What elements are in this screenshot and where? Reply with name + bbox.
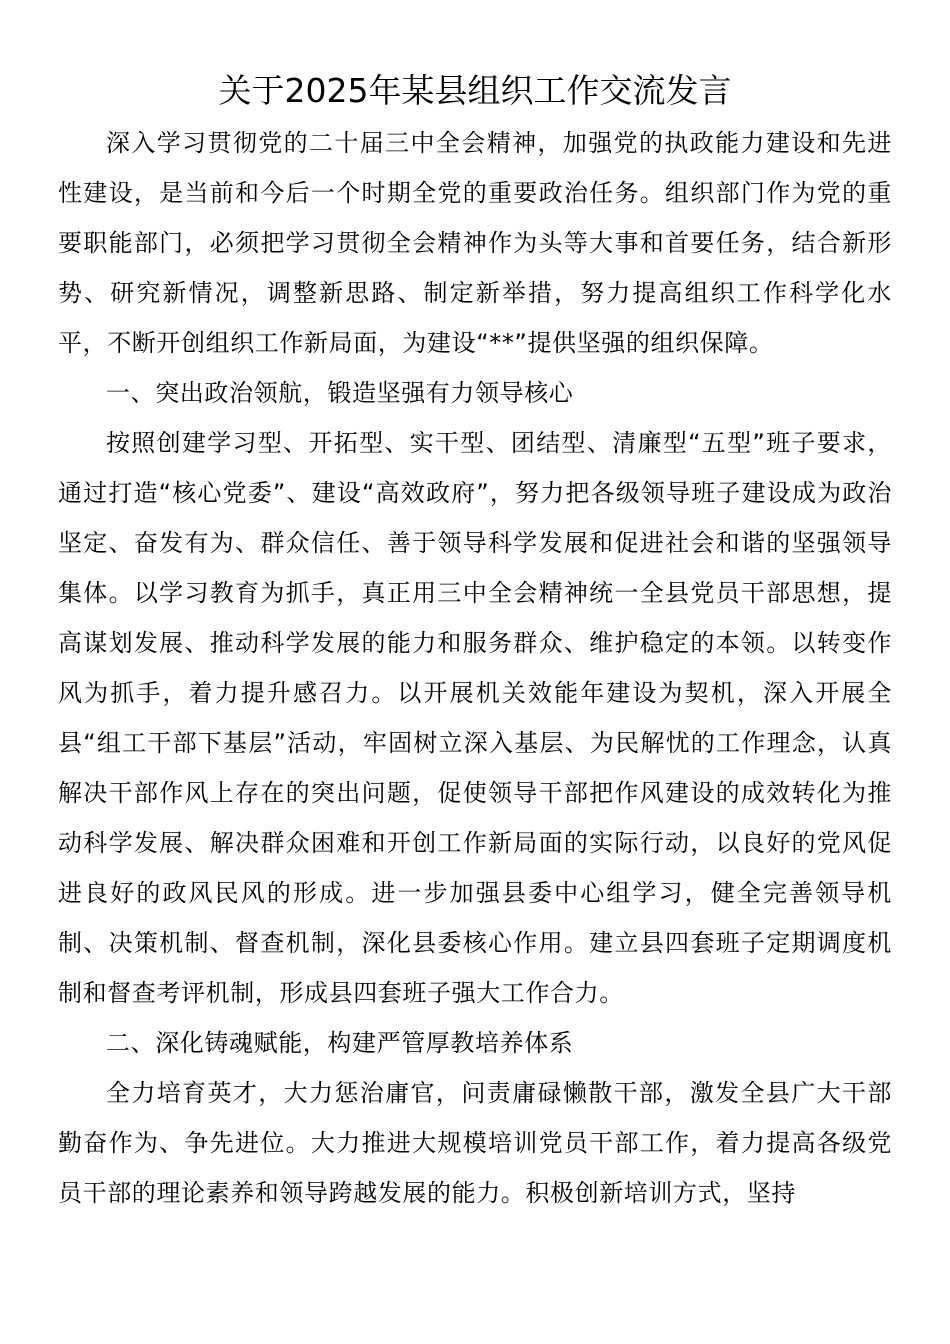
section-2-heading: 二、深化铸魂赋能，构建严管厚教培养体系	[106, 1029, 574, 1057]
section-1-heading: 一、突出政治领航，锻造坚强有力领导核心	[106, 379, 574, 407]
document-title: 关于2025年某县组织工作交流发言	[218, 71, 732, 110]
section-1-body: 按照创建学习型、开拓型、实干型、团结型、清廉型“五型”班子要求，通过打造“核心党委”、建设“高效政府”，努力把各级领导班子建设成为政治坚定、奋发有为、群众信任、善于领导科学发展和促进社会和谐的坚强领导集体。以学习教育为抓手，真正用三中全会精神统一全县党员干部思想，提高谋划发展、推动科学发展的能力和服务群众、维护稳定的本领。以转变作风为抓手，着力提升感召力。以开展机关效能年建设为契机，深入开展全县“组工干部下基层”活动，牢固树立深入基层、为民解忧的工作理念，认真解决干部作风上存在的突出问题，促使领导干部把作风建设的成效转化为推动科学发展、解决群众困难和开创工作新局面的实际行动，以良好的党风促进良好的政风民风的形成。进一步加强县委中心组学习，健全完善领导机制、决策机制、督查机制，深化县委核心作用。建立县四套班子定期调度机制和督查考评机制，形成县四套班子强大工作合力。	[58, 429, 892, 1007]
intro-paragraph: 深入学习贯彻党的二十届三中全会精神，加强党的执政能力建设和先进性建设，是当前和今后一个时期全党的重要政治任务。组织部门作为党的重要职能部门，必须把学习贯彻全会精神作为头等大事和首要任务，结合新形势、研究新情况，调整新思路、制定新举措，努力提高组织工作科学化水平，不断开创组织工作新局面，为建设“**”提供坚强的组织保障。	[58, 129, 892, 357]
section-2-body: 全力培育英才，大力惩治庸官，问责庸碌懒散干部，激发全县广大干部勤奋作为、争先进位。大力推进大规模培训党员干部工作，着力提高各级党员干部的理论素养和领导跨越发展的能力。积极创新培训方式，坚持	[58, 1079, 892, 1207]
document-page	[58, 62, 892, 1218]
